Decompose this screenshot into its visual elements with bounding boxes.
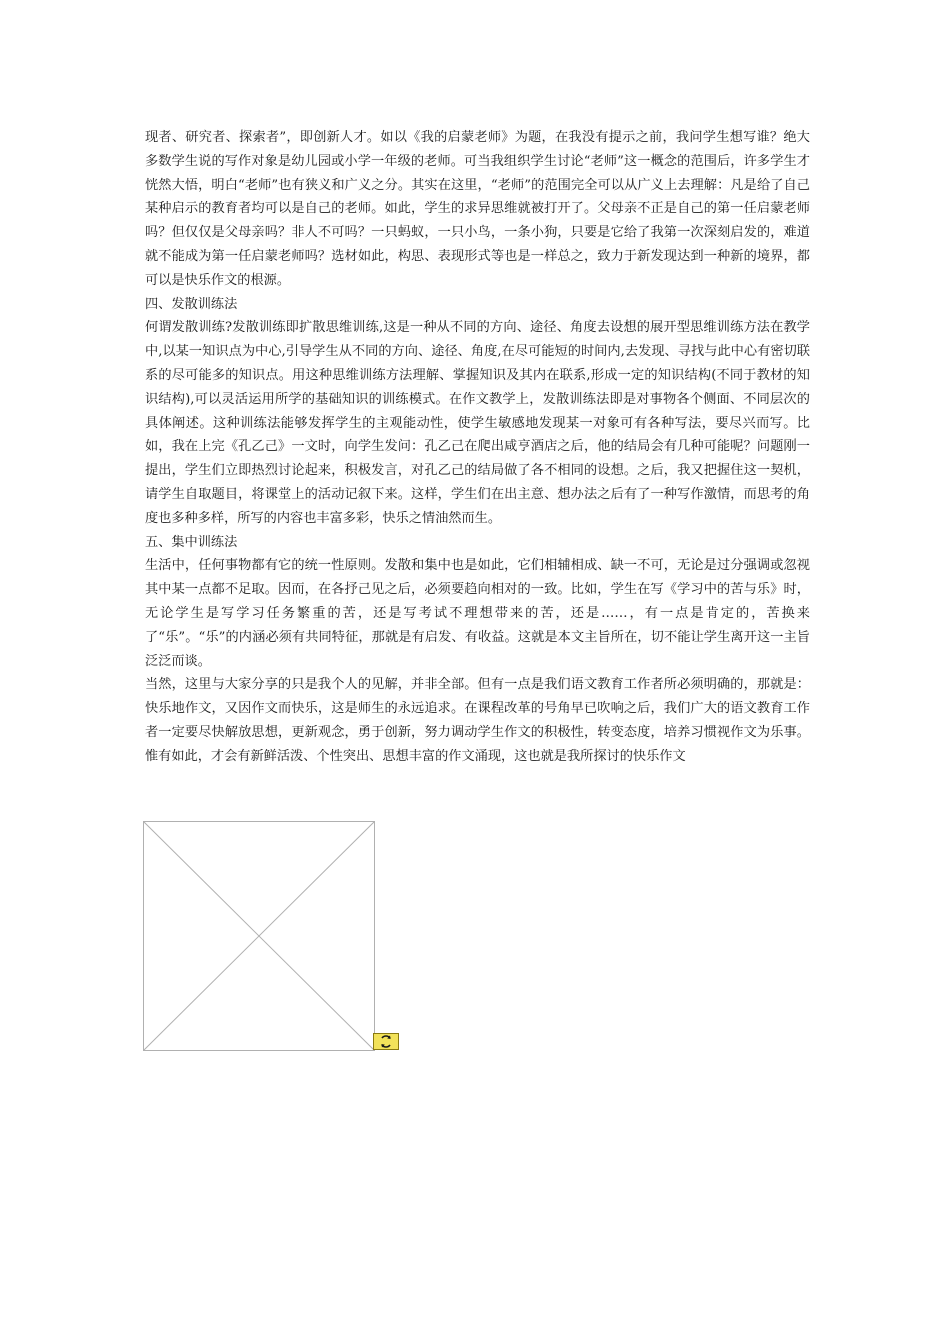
refresh-icon[interactable]: [373, 1033, 399, 1050]
document-body: [145, 126, 810, 769]
paragraph-divergent: 何谓发散训练?发散训练即扩散思维训练,这是一种从不同的方向、途径、角度去设想的展开型思维训练方法在教学中,以某一知识点为中心,引导学生从不同的方向、途径、角度,在尽可能短的时间内,去发现、寻找与此中心有密切联系的尽可能多的知识点。用这种思维训练方法理解、掌握知识及其内在联系,形成一定的知识结构(不同于教材的知识结构),可以灵活运用所学的基础知识的训练模式。在作文教学上，发散训练法即是对事物各个侧面、不同层次的具体阐述。这种训练法能够发挥学生的主观能动性，使学生敏感地发现某一对象可有各种写法，要尽兴而写。比如，我在上完《孔乙己》一文时，向学生发问：孔乙己在爬出咸亨酒店之后，他的结局会有几种可能呢？问题刚一提出，学生们立即热烈讨论起来，积极发言，对孔乙己的结局做了各不相同的设想。之后，我又把握住这一契机，请学生自取题目，将课堂上的活动记叙下来。这样，学生们在出主意、想办法之后有了一种写作激情，而思考的角度也多种多样，所写的内容也丰富多彩，快乐之情油然而生。: [145, 320, 810, 526]
paragraph-conclusion: 当然，这里与大家分享的只是我个人的见解，并非全部。但有一点是我们语文教育工作者所必须明确的，那就是：快乐地作文，又因作文而快乐，这是师生的永远追求。在课程改革的号角早已吹响之后，我们广大的语文教育工作者一定要尽快解放思想，更新观念，勇于创新，努力调动学生作文的积极性，转变态度，培养习惯视作文为乐事。惟有如此，才会有新鲜活泼、个性突出、思想丰富的作文涌现，这也就是我所探讨的快乐作文: [145, 677, 810, 764]
paragraph-innovation: 现者、研究者、探索者”，即创新人才。如以《我的启蒙老师》为题，在我没有提示之前，我问学生想写谁？绝大多数学生说的写作对象是幼儿园或小学一年级的老师。可当我组织学生讨论“老师”这一概念的范围后，许多学生才恍然大悟，明白“老师”也有狭义和广义之分。其实在这里，“老师”的范围完全可以从广义上去理解：凡是给了自己某种启示的教育者均可以是自己的老师。如此，学生的求异思维就被打开了。父母亲不正是自己的第一任启蒙老师吗？但仅仅是父母亲吗？非人不可吗？一只蚂蚁，一只小鸟，一条小狗，只要是它给了我第一次深刻启发的，难道就不能成为第一任启蒙老师吗？选材如此，构思、表现形式等也是一样总之，致力于新发现达到一种新的境界，都可以是快乐作文的根源。: [145, 130, 810, 288]
broken-image-icon: [143, 821, 375, 1051]
section-heading-divergent: 四、发散训练法: [145, 296, 238, 312]
paragraph-focused: 生活中，任何事物都有它的统一性原则。发散和集中也是如此，它们相辅相成、缺一不可，无论是过分强调或忽视其中某一点都不足取。因而，在各抒己见之后，必须要趋向相对的一致。比如，学生在写《学习中的苦与乐》时，无论学生是写学习任务繁重的苦，还是写考试不理想带来的苦，还是……，有一点是肯定的，苦换来了“乐”。“乐”的内涵必须有共同特征，那就是有启发、有收益。这就是本文主旨所在，切不能让学生离开这一主旨泛泛而谈。: [145, 558, 810, 669]
section-heading-focused: 五、集中训练法: [145, 534, 238, 550]
